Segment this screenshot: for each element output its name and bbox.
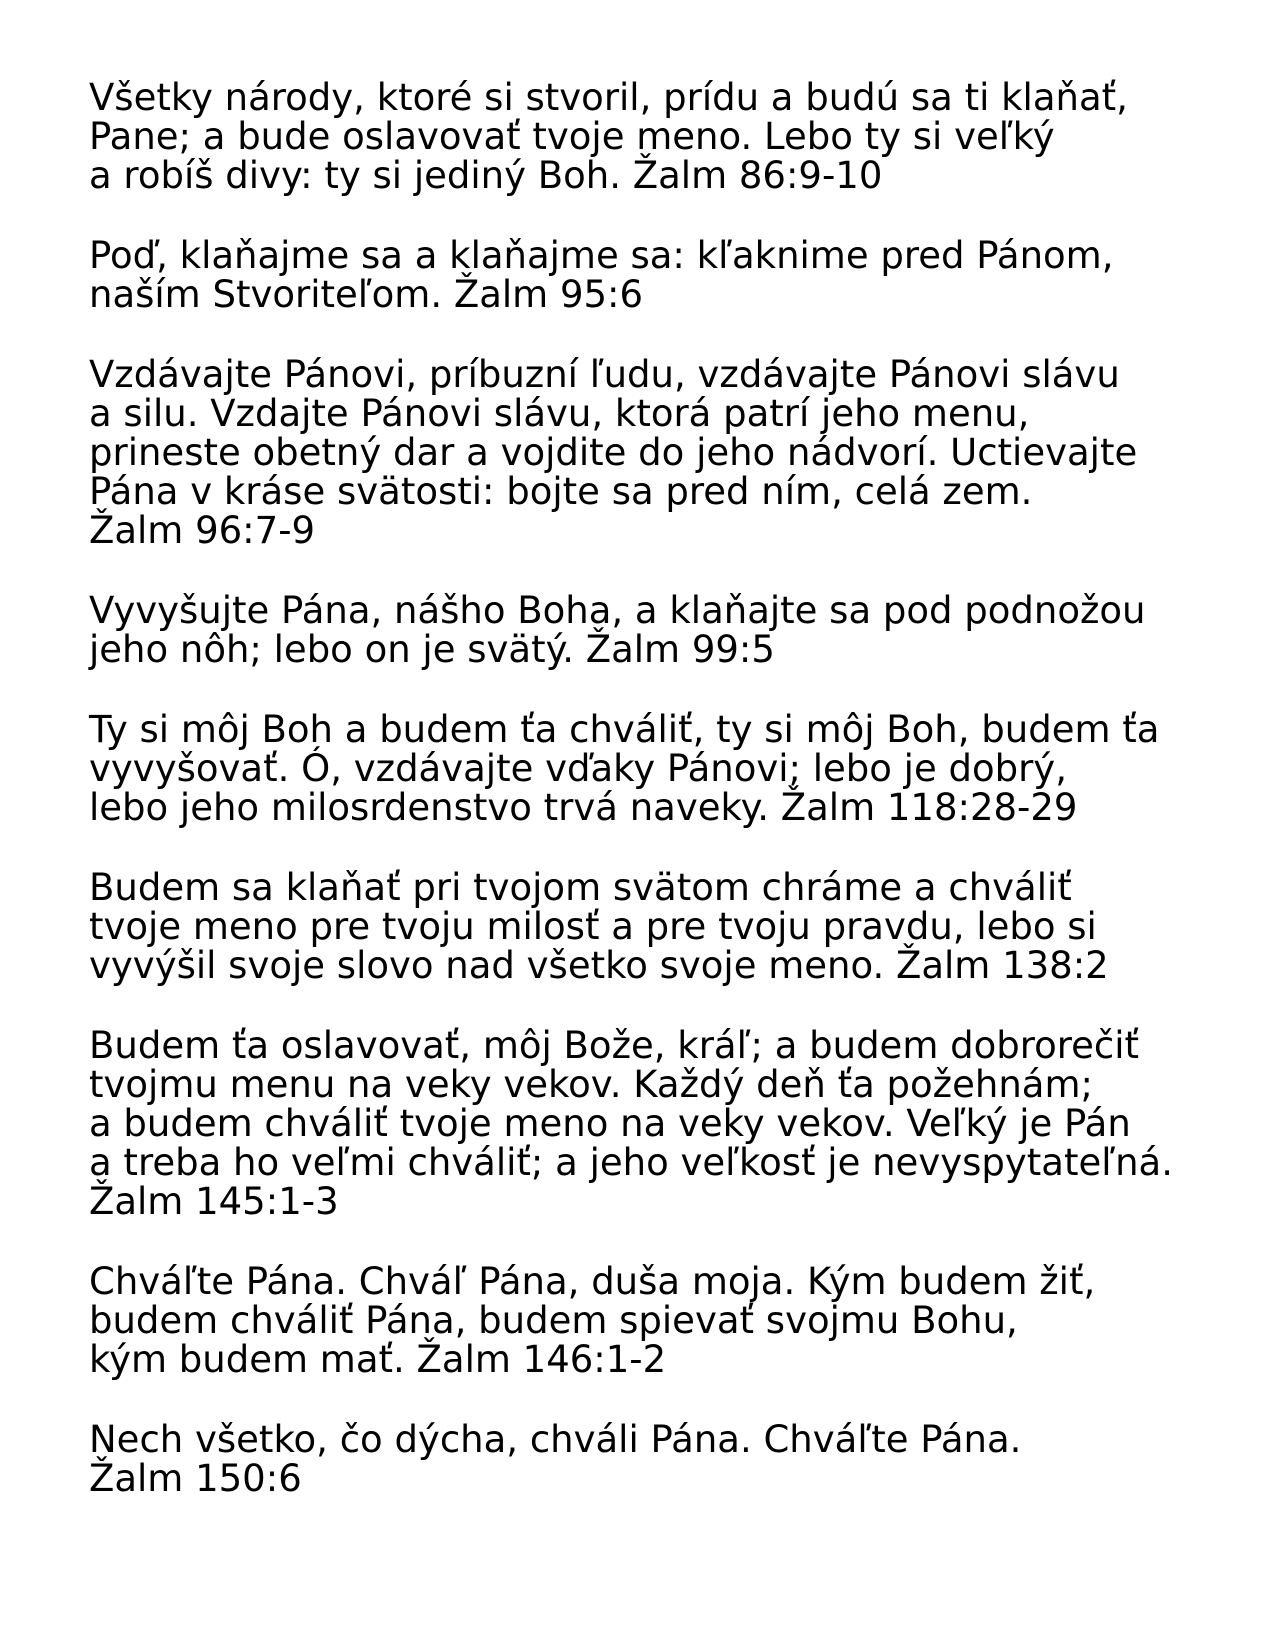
verse-line: Poď, klaňajme sa a klaňajme sa: kľaknime pred Pánom, bbox=[89, 234, 1114, 277]
verse-line: Vzdávajte Pánovi, príbuzní ľudu, vzdávajte Pánovi slávu bbox=[89, 353, 1120, 396]
verse-line: Budem ťa oslavovať, môj Bože, kráľ; a budem dobrorečiť bbox=[89, 1024, 1140, 1067]
verse-line: Ty si môj Boh a budem ťa chváliť, ty si môj Boh, budem ťa bbox=[89, 708, 1160, 751]
verse-line: Pána v kráse svätosti: bojte sa pred ním, celá zem. bbox=[89, 470, 1033, 513]
verse-line: prineste obetný dar a vojdite do jeho nádvorí. Uctievajte bbox=[89, 431, 1138, 474]
verse-line: vyvýšil svoje slovo nad všetko svoje meno. Žalm 138:2 bbox=[89, 944, 1109, 987]
verse-line: jeho nôh; lebo on je svätý. Žalm 99:5 bbox=[89, 628, 775, 671]
verse-line: a robíš divy: ty si jediný Boh. Žalm 86:9-10 bbox=[89, 154, 883, 197]
verse-paragraph bbox=[89, 591, 1259, 669]
verse-line: a silu. Vzdajte Pánovi slávu, ktorá patrí jeho menu, bbox=[89, 392, 1030, 435]
verse-line: Žalm 150:6 bbox=[89, 1457, 302, 1500]
verse-paragraph bbox=[89, 1262, 1259, 1379]
verse-line: naším Stvoriteľom. Žalm 95:6 bbox=[89, 273, 644, 316]
verse-paragraph bbox=[89, 78, 1259, 195]
verse-line: Vyvyšujte Pána, nášho Boha, a klaňajte sa pod podnožou bbox=[89, 589, 1146, 632]
verse-line: Chváľte Pána. Chváľ Pána, duša moja. Kým budem žiť, bbox=[89, 1260, 1096, 1303]
verse-paragraph bbox=[89, 236, 1259, 314]
verse-paragraph bbox=[89, 1026, 1259, 1221]
verse-line: tvoje meno pre tvoju milosť a pre tvoju pravdu, lebo si bbox=[89, 905, 1097, 948]
verse-paragraph bbox=[89, 710, 1259, 827]
document-page bbox=[89, 78, 1259, 1539]
verse-paragraph bbox=[89, 1420, 1259, 1498]
verse-line: lebo jeho milosrdenstvo trvá naveky. Žalm 118:28-29 bbox=[89, 786, 1078, 829]
verse-line: budem chváliť Pána, budem spievať svojmu Bohu, bbox=[89, 1299, 1018, 1342]
verse-line: a treba ho veľmi chváliť; a jeho veľkosť je nevyspytateľná. bbox=[89, 1141, 1173, 1184]
verse-line: Žalm 96:7-9 bbox=[89, 509, 316, 552]
verse-line: tvojmu menu na veky vekov. Každý deň ťa požehnám; bbox=[89, 1063, 1093, 1106]
verse-line: vyvyšovať. Ó, vzdávajte vďaky Pánovi; lebo je dobrý, bbox=[89, 747, 1067, 790]
verse-paragraph bbox=[89, 868, 1259, 985]
verse-paragraph bbox=[89, 355, 1259, 550]
verse-line: Budem sa klaňať pri tvojom svätom chráme a chváliť bbox=[89, 866, 1072, 909]
verse-line: Všetky národy, ktoré si stvoril, prídu a budú sa ti klaňať, bbox=[89, 76, 1128, 119]
verse-line: Žalm 145:1-3 bbox=[89, 1180, 339, 1223]
verse-line: kým budem mať. Žalm 146:1-2 bbox=[89, 1338, 667, 1381]
verse-line: a budem chváliť tvoje meno na veky vekov. Veľký je Pán bbox=[89, 1102, 1131, 1145]
verse-line: Nech všetko, čo dýcha, chváli Pána. Chváľte Pána. bbox=[89, 1418, 1022, 1461]
verse-line: Pane; a bude oslavovať tvoje meno. Lebo ty si veľký bbox=[89, 115, 1055, 158]
